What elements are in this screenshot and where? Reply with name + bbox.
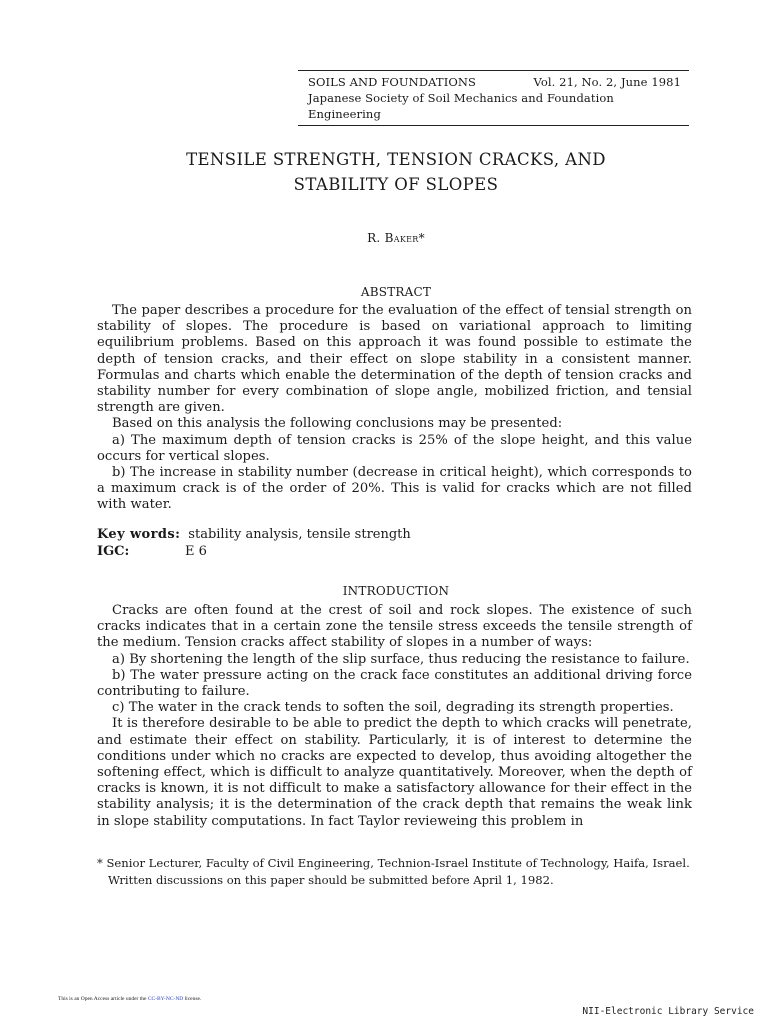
intro-paragraph: Cracks are often found at the crest of soil and rock slopes. The existence of such cracks indicates that in a certain zone the tensile stress exceeds the tensile strength of the medium. Tension cracks affect stability of slopes in a number of ways: <box>97 603 692 651</box>
intro-item-b: b) The water pressure acting on the crack face constitutes an additional driving force contributing to failure. <box>97 667 692 700</box>
journal-header <box>298 70 689 126</box>
abstract-conclusion-b: b) The increase in stability number (decrease in critical height), which corresponds to a maximum crack is of the order of 20%. This is valid for cracks which are not filled with water. <box>97 465 692 513</box>
igc-value: E 6 <box>185 543 207 559</box>
open-access-notice <box>58 996 201 1002</box>
keywords-label: Key words: <box>97 527 181 542</box>
title-line-1: TENSILE STRENGTH, TENSION CRACKS, AND <box>186 150 606 169</box>
abstract-paragraph: The paper describes a procedure for the evaluation of the effect of tensial strength on stability of slopes. The procedure is based on variational approach to limiting equilibrium problems. Based on this approach it was found possible to estimate the depth of tension cracks, and their effect on slope stability in a consistent manner. Formulas and charts which enable the determination of the depth of tension cracks and stability number for every combination of slope angle, mobilized friction, and tensial strength are given. <box>97 303 692 416</box>
igc-row <box>97 544 692 561</box>
open-access-suffix: license. <box>184 996 202 1002</box>
journal-society: Japanese Society of Soil Mechanics and Foundation Engineering <box>308 91 614 121</box>
igc-label: IGC: <box>97 543 130 559</box>
author-footnote-mark: * <box>418 231 425 245</box>
journal-volume: Vol. 21, No. 2, June 1981 <box>533 75 681 89</box>
author <box>80 231 712 245</box>
author-initial: R. <box>367 231 381 245</box>
intro-paragraph: It is therefore desirable to be able to predict the depth to which cracks will penetrate, and estimate their effect on stability. Particularly, it is of interest to determine the conditions under which no cracks are expected to develop, thus avoiding altogether the softening effect, which is difficult to analyze quantitatively. Moreover, when the depth of cracks is known, it is not difficult to make a satisfactory allowance for their effect in the stability analysis; it is the determination of the crack depth that remains the weak link in slope stability computations. In fact Taylor revieweing this problem in <box>97 716 692 829</box>
abstract-body <box>97 303 692 514</box>
license-link[interactable]: CC-BY-NC-ND <box>147 996 184 1002</box>
open-access-prefix: This is an Open Access article under the <box>58 996 147 1002</box>
paper-title <box>80 147 712 197</box>
keywords-row <box>97 527 692 544</box>
title-line-2: STABILITY OF SLOPES <box>293 175 499 194</box>
abstract-heading: ABSTRACT <box>360 285 432 299</box>
journal-name: SOILS AND FOUNDATIONS <box>308 75 477 89</box>
footnote-discussion: Written discussions on this paper should be submitted before April 1, 1982. <box>108 872 554 887</box>
intro-item-c: c) The water in the crack tends to soften the soil, degrading its strength properties. <box>112 700 674 716</box>
keywords-value: stability analysis, tensile strength <box>188 527 411 542</box>
footnote <box>97 855 692 888</box>
keywords-block <box>97 527 692 560</box>
introduction-body <box>97 603 692 830</box>
introduction-heading: INTRODUCTION <box>342 584 450 598</box>
library-service-label: NII-Electronic Library Service <box>582 1006 754 1017</box>
abstract-paragraph: Based on this analysis the following conclusions may be presented: <box>112 416 563 432</box>
journal-header-row <box>308 74 681 90</box>
intro-item-a: a) By shortening the length of the slip surface, thus reducing the resistance to failure. <box>112 651 690 667</box>
abstract-conclusion-a: a) The maximum depth of tension cracks is 25% of the slope height, and this value occurs for vertical slopes. <box>97 432 692 464</box>
author-surname: Baker <box>384 231 419 245</box>
footnote-affiliation: * Senior Lecturer, Faculty of Civil Engineering, Technion-Israel Institute of Technology, Haifa, Israel. <box>97 856 690 870</box>
